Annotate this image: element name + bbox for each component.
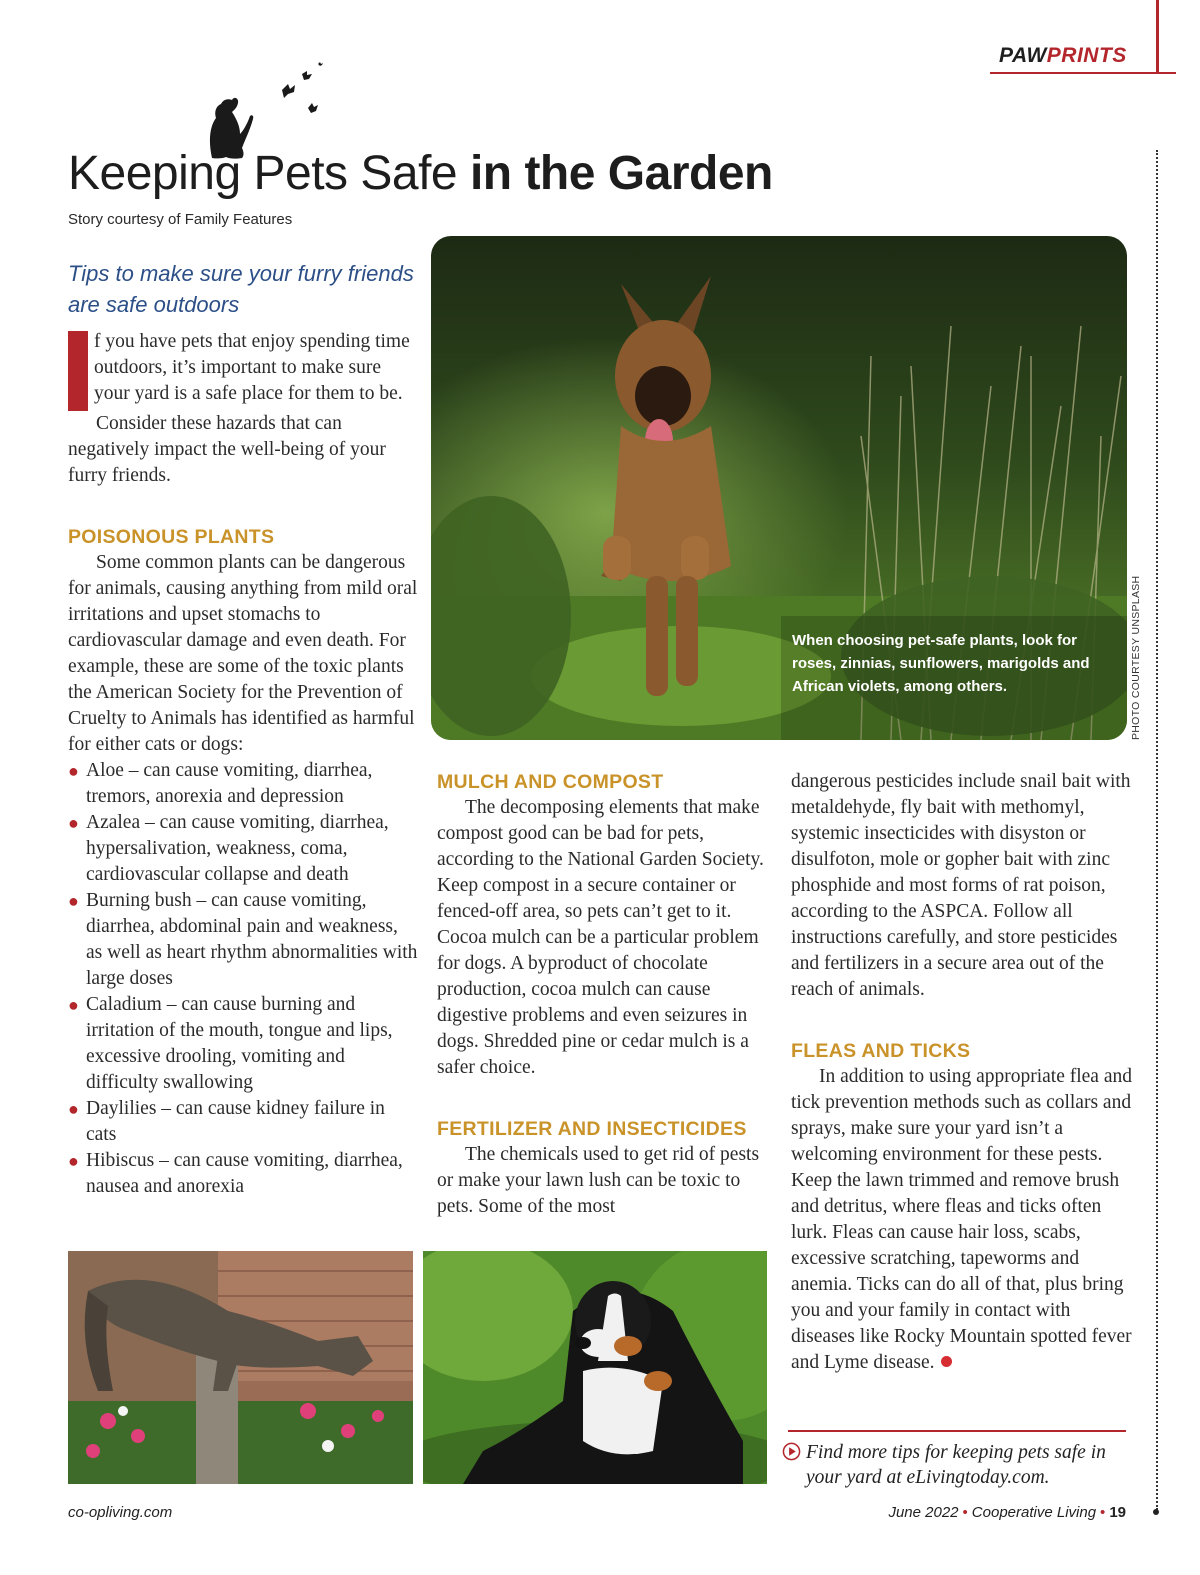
footer-site: co-opliving.com [68,1504,173,1521]
mulch-compost-body: The decomposing elements that make compost good can be bad for pets, according to the National Garden Society. Keep compost in a secure container or fenced-off area, so pets can’t get to it. Cocoa mulch can be a particular problem for dogs. A byproduct of chocolate production, cocoa mulch can cause digestive problems and even seizures in dogs. Shredded pine or cedar mulch is a safer choice. [437,797,764,1078]
section-label: PAWPRINTS [999,44,1127,67]
poisonous-plants-heading: POISONOUS PLANTS [68,526,275,548]
story-credit: Story courtesy of Family Features [68,211,293,228]
toxic-plant-list [68,758,418,1200]
footer-dot [1153,1509,1159,1515]
cat-photo [68,1251,413,1484]
end-mark-icon [941,1356,952,1367]
photo-caption: When choosing pet-safe plants, look for roses, zinnias, sunflowers, marigolds and African violets, among others. [792,632,1090,695]
list-item: ● Aloe – can cause vomiting, diarrhea, tremors, anorexia and depression [68,760,373,807]
column-1 [68,329,418,1200]
more-tips-link[interactable] [782,1440,1132,1490]
fleas-ticks-body: In addition to using appropriate flea and tick prevention methods such as collars and sprays, make sure your yard isn’t a welcoming environment for these pests. Keep the lawn trimmed and remove brush and detritus, where fleas and ticks often lurk. Fleas can cause hair loss, scabs, excessive scratching, tapeworms and anemia. Ticks can do all of that, plus bring you and your family in contact with diseases like Rocky Mountain spotted fever and Lyme disease. [791,1066,1132,1373]
page-title: Keeping Pets Safe in the Garden [68,147,773,200]
more-tips-text: Find more tips for keeping pets safe in your yard at eLivingtoday.com. [806,1442,1106,1488]
bullet-icon: ● [68,891,79,911]
list-item: ● Burning bush – can cause vomiting, diarrhea, abdominal pain and weakness, as well as heart rhythm abnormalities with large doses [68,890,418,989]
bullet-icon: ● [68,1099,79,1119]
subhead: Tips to make sure your furry friends are safe outdoors [68,261,414,317]
column-2 [437,769,767,1220]
bernese-dog-photo [423,1251,767,1484]
fertilizer-insecticides-body: The chemicals used to get rid of pests or make your lawn lush can be toxic to pets. Some of the most [437,1144,760,1217]
intro-paragraph-2: Consider these hazards that can negatively impact the well-being of your furry friends. [68,413,386,486]
footer-folio [888,1504,1126,1521]
bullet-icon: ● [68,1151,79,1171]
bullet-icon: ● [68,761,79,781]
bullet-icon: ● [68,995,79,1015]
intro-paragraph: f you have pets that enjoy spending time outdoors, it’s important to make sure your yard is a safe place for them to be. [94,331,410,404]
page-edge-dotted-rule [1156,150,1158,1510]
play-arrow-icon [782,1442,801,1461]
list-item: ● Azalea – can cause vomiting, diarrhea, hypersalivation, weakness, coma, cardiovascular collapse and death [68,812,389,885]
list-item: ● Daylilies – can cause kidney failure in cats [68,1098,385,1145]
header-accent-bar [1156,0,1159,74]
footer-issue: June 2022 [888,1504,959,1521]
fleas-ticks-heading: FLEAS AND TICKS [791,1040,971,1062]
fertilizer-insecticides-heading: FERTILIZER AND INSECTICIDES [437,1118,747,1140]
footer-separator: • [962,1504,968,1521]
more-tips-rule [788,1430,1126,1432]
poisonous-plants-body: Some common plants can be dangerous for animals, causing anything from mild oral irritations and upset stomachs to cardiovascular damage and even death. For example, these are some of the toxic plants the American Society for the Prevention of Cruelty to Animals has identified as harmful for either cats or dogs: [68,552,418,755]
list-item: ● Hibiscus – can cause vomiting, diarrhea, nausea and anorexia [68,1150,403,1197]
photo-credit: PHOTO COURTESY UNSPLASH [1130,575,1142,740]
list-item: ● Caladium – can cause burning and irritation of the mouth, tongue and lips, excessive drooling, vomiting and difficulty swallowing [68,994,393,1093]
column-3 [791,769,1136,1376]
footer-separator: • [1100,1504,1106,1521]
page-number: 19 [1109,1504,1126,1521]
bullet-icon: ● [68,813,79,833]
fleas-ticks-body-wrap [791,1064,1136,1376]
footer-magazine: Cooperative Living [971,1504,1097,1521]
mulch-compost-heading: MULCH AND COMPOST [437,771,664,793]
drop-cap-i [68,331,88,411]
fertilizer-continued: dangerous pesticides include snail bait with metaldehyde, fly bait with methomyl, systemic insecticides with disyston or disulfoton, mole or gopher bait with zinc phosphide and most forms of rat poison, according to the ASPCA. Follow all instructions carefully, and store pesticides and fertilizers in a secure area out of the reach of animals. [791,771,1131,1000]
header-rule [990,72,1176,74]
